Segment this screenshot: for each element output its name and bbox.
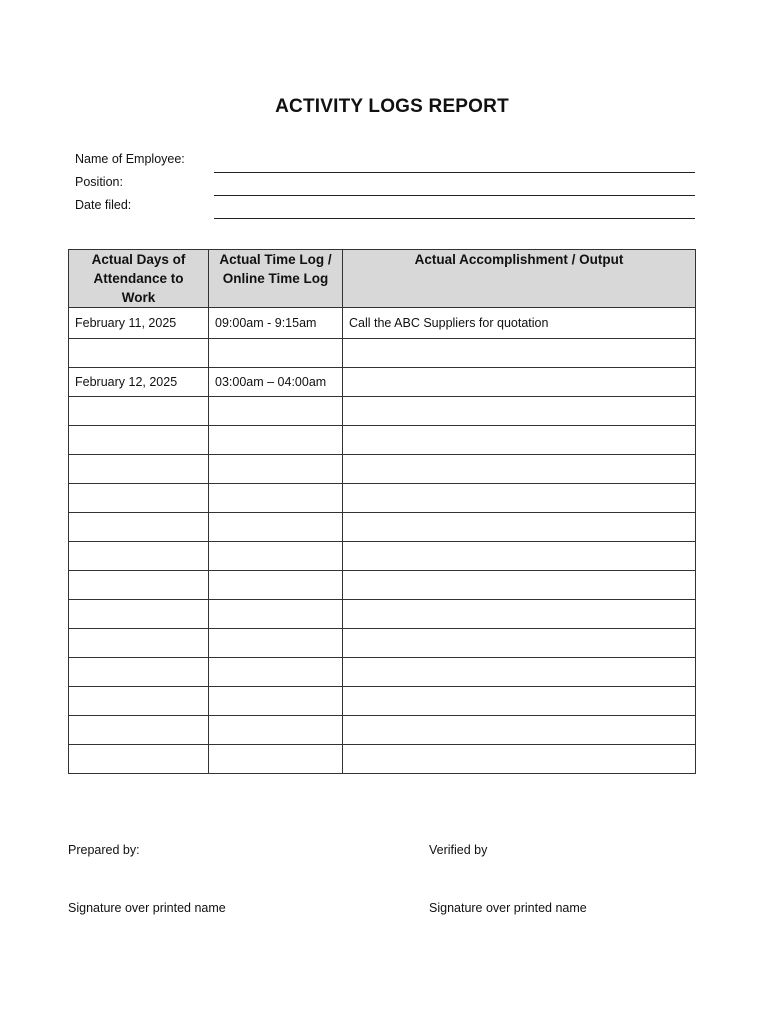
cell-accomplishment[interactable]: [343, 542, 696, 571]
date-filed-field[interactable]: [75, 198, 695, 218]
employee-name-line: [214, 172, 695, 173]
cell-attendance-day[interactable]: [69, 716, 209, 745]
header-attendance-days: Actual Days of Attendance to Work: [69, 250, 209, 308]
cell-time-log[interactable]: [209, 339, 343, 368]
cell-time-log[interactable]: [209, 397, 343, 426]
table-row: [69, 716, 696, 745]
table-row: [69, 339, 696, 368]
cell-accomplishment[interactable]: [343, 658, 696, 687]
cell-attendance-day[interactable]: [69, 513, 209, 542]
cell-time-log[interactable]: [209, 426, 343, 455]
employee-name-label: Name of Employee:: [75, 152, 185, 166]
cell-attendance-day[interactable]: February 12, 2025: [69, 368, 209, 397]
cell-accomplishment[interactable]: [343, 600, 696, 629]
cell-time-log[interactable]: [209, 600, 343, 629]
cell-accomplishment[interactable]: [343, 455, 696, 484]
cell-time-log[interactable]: [209, 716, 343, 745]
table-row: [69, 658, 696, 687]
cell-attendance-day[interactable]: [69, 426, 209, 455]
cell-time-log[interactable]: [209, 484, 343, 513]
cell-time-log[interactable]: [209, 687, 343, 716]
cell-attendance-day[interactable]: [69, 658, 209, 687]
cell-attendance-day[interactable]: [69, 600, 209, 629]
table-body: [69, 308, 696, 774]
cell-accomplishment[interactable]: [343, 687, 696, 716]
header-accomplishment: Actual Accomplishment / Output: [343, 250, 696, 308]
cell-time-log[interactable]: 09:00am - 9:15am: [209, 308, 343, 339]
table-row: [69, 745, 696, 774]
table-row: [69, 542, 696, 571]
cell-attendance-day[interactable]: [69, 745, 209, 774]
cell-time-log[interactable]: [209, 571, 343, 600]
table-row: [69, 426, 696, 455]
cell-accomplishment[interactable]: [343, 745, 696, 774]
date-filed-line: [214, 218, 695, 219]
header-time-log: Actual Time Log / Online Time Log: [209, 250, 343, 308]
cell-time-log[interactable]: [209, 455, 343, 484]
cell-time-log[interactable]: [209, 629, 343, 658]
cell-accomplishment[interactable]: [343, 571, 696, 600]
cell-accomplishment[interactable]: [343, 513, 696, 542]
table-row: [69, 368, 696, 397]
cell-attendance-day[interactable]: [69, 629, 209, 658]
cell-accomplishment[interactable]: Call the ABC Suppliers for quotation: [343, 308, 696, 339]
table-row: [69, 571, 696, 600]
activity-log-table: [68, 249, 696, 774]
table-row: [69, 629, 696, 658]
position-line: [214, 195, 695, 196]
cell-time-log[interactable]: 03:00am – 04:00am: [209, 368, 343, 397]
table-row: [69, 484, 696, 513]
verified-by-label: Verified by: [429, 843, 488, 857]
cell-attendance-day[interactable]: [69, 571, 209, 600]
cell-accomplishment[interactable]: [343, 397, 696, 426]
cell-attendance-day[interactable]: [69, 397, 209, 426]
cell-time-log[interactable]: [209, 542, 343, 571]
cell-attendance-day[interactable]: [69, 339, 209, 368]
table-row: [69, 455, 696, 484]
table-row: [69, 397, 696, 426]
table-row: [69, 308, 696, 339]
cell-attendance-day[interactable]: February 11, 2025: [69, 308, 209, 339]
table-header-row: [69, 250, 696, 308]
table-row: [69, 687, 696, 716]
table-row: [69, 513, 696, 542]
signature-right-label: Signature over printed name: [429, 901, 587, 915]
date-filed-label: Date filed:: [75, 198, 132, 212]
cell-attendance-day[interactable]: [69, 455, 209, 484]
cell-accomplishment[interactable]: [343, 629, 696, 658]
cell-time-log[interactable]: [209, 513, 343, 542]
table-row: [69, 600, 696, 629]
cell-accomplishment[interactable]: [343, 368, 696, 397]
cell-accomplishment[interactable]: [343, 716, 696, 745]
cell-attendance-day[interactable]: [69, 484, 209, 513]
cell-accomplishment[interactable]: [343, 426, 696, 455]
position-field[interactable]: [75, 175, 695, 195]
cell-time-log[interactable]: [209, 658, 343, 687]
cell-attendance-day[interactable]: [69, 542, 209, 571]
cell-time-log[interactable]: [209, 745, 343, 774]
cell-accomplishment[interactable]: [343, 484, 696, 513]
employee-name-field[interactable]: [75, 152, 695, 172]
page-title: ACTIVITY LOGS REPORT: [275, 96, 509, 117]
cell-accomplishment[interactable]: [343, 339, 696, 368]
cell-attendance-day[interactable]: [69, 687, 209, 716]
signature-left-label: Signature over printed name: [68, 901, 226, 915]
prepared-by-label: Prepared by:: [68, 843, 140, 857]
position-label: Position:: [75, 175, 123, 189]
